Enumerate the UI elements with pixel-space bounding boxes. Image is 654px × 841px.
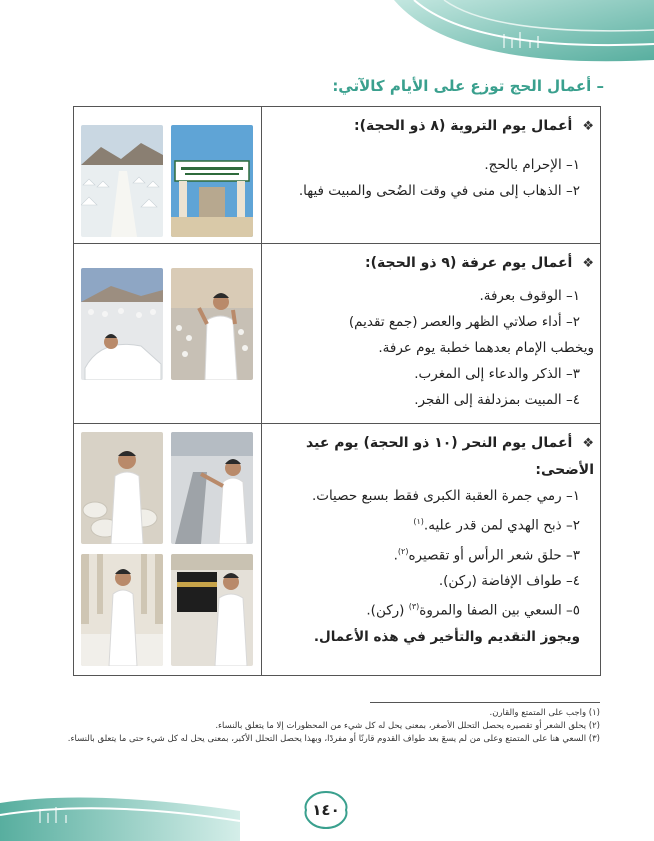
page-number [304, 790, 348, 830]
list-item: ٤– المبيت بمزدلفة إلى الفجر. [414, 392, 580, 408]
footnote-ref: (٣) [408, 602, 420, 611]
diamond-bullet-icon: ❖ [582, 256, 594, 271]
tarwiyah-text [264, 113, 594, 204]
list-item-text: (ركن). [366, 602, 405, 619]
list-item-text: ٥– السعي بين الصفا والمروة [419, 602, 580, 619]
table-row [74, 424, 600, 676]
footnote-divider [370, 702, 600, 703]
nahr-text [264, 430, 594, 650]
list-item: ١– الوقوف بعرفة. [479, 288, 580, 304]
list-item: ١– رمي جمرة العقبة الكبرى فقط بسبع حصيات. [311, 488, 580, 504]
diamond-bullet-icon: ❖ [582, 119, 594, 134]
closing-note: ويجوز التقديم والتأخير في هذه الأعمال. [313, 628, 580, 645]
page-heading: – أعمال الحج توزع على الأيام كالآتي: [332, 77, 604, 95]
hajj-days-table [73, 106, 601, 676]
table-row [74, 107, 600, 244]
footnote: (٣) السعي هنا على المتمتع وعلى من لم يسعَ بعد طواف القدوم قارنًا أو مفردًا، وبهذا يحصل التحلل الأكبر، بمعنى يحل له كل شيء حتى ما يتعلق بالنساء. [67, 734, 600, 744]
section-title: أعمال يوم النحر (١٠ ذو الحجة) يوم عيد الأضحى: [306, 435, 594, 478]
arafah-rest-photo [81, 268, 163, 380]
photo-cell [74, 107, 262, 243]
list-item-text: ٢– ذبح الهدي لمن قدر عليه. [423, 517, 580, 534]
page-number-text: ١٤٠ [312, 801, 340, 819]
hadi-sheep-photo [81, 432, 163, 544]
section-title: أعمال يوم عرفة (٩ ذو الحجة): [365, 255, 573, 271]
footnotes [45, 707, 600, 746]
list-item: ١– الإحرام بالحج. [484, 157, 580, 173]
mina-sign-photo [171, 125, 253, 237]
arafah-dua-photo [171, 268, 253, 380]
diamond-bullet-icon: ❖ [582, 436, 594, 451]
list-item: ٢– الذهاب إلى منى في وقت الضُحى والمبيت فيها. [298, 183, 580, 199]
jamarat-photo [171, 432, 253, 544]
list-item-text: ٣– حلق شعر الرأس أو تقصيره [408, 547, 580, 563]
list-item: ويخطب الإمام بعدهما خطبة يوم عرفة. [378, 340, 594, 356]
photo-cell [74, 424, 262, 676]
table-row [74, 244, 600, 424]
arafah-text [264, 250, 594, 413]
footnote-ref: (٢) [397, 546, 409, 556]
list-item: ٣– حلق شعر الرأس أو تقصيره$^{(٢)}$. [393, 546, 580, 563]
top-ornament [394, 0, 654, 80]
footnote: (١) واجب على المتمتع والقارن. [489, 708, 600, 718]
footnote: (٢) يحلق الشعر أو تقصيره يحصل التحلل الأصغر، بمعنى يحل له كل شيء من المحظورات إلا ما يتعلق بالنساء. [215, 721, 600, 731]
list-item: ٣– الذكر والدعاء إلى المغرب. [414, 366, 580, 382]
list-item: ٤– طواف الإفاضة (ركن). [438, 573, 580, 589]
list-item [264, 594, 580, 624]
tawaf-kaaba-photo [171, 554, 253, 666]
list-item [264, 509, 580, 539]
footnote-ref: (١) [413, 517, 424, 526]
mina-tents-photo [81, 125, 163, 237]
list-item: ٢– أداء صلاتي الظهر والعصر (جمع تقديم) [348, 314, 580, 330]
masaa-photo [81, 554, 163, 666]
bottom-ornament [0, 781, 240, 841]
section-title: أعمال يوم التروية (٨ ذو الحجة): [354, 118, 573, 134]
photo-cell [74, 244, 262, 423]
